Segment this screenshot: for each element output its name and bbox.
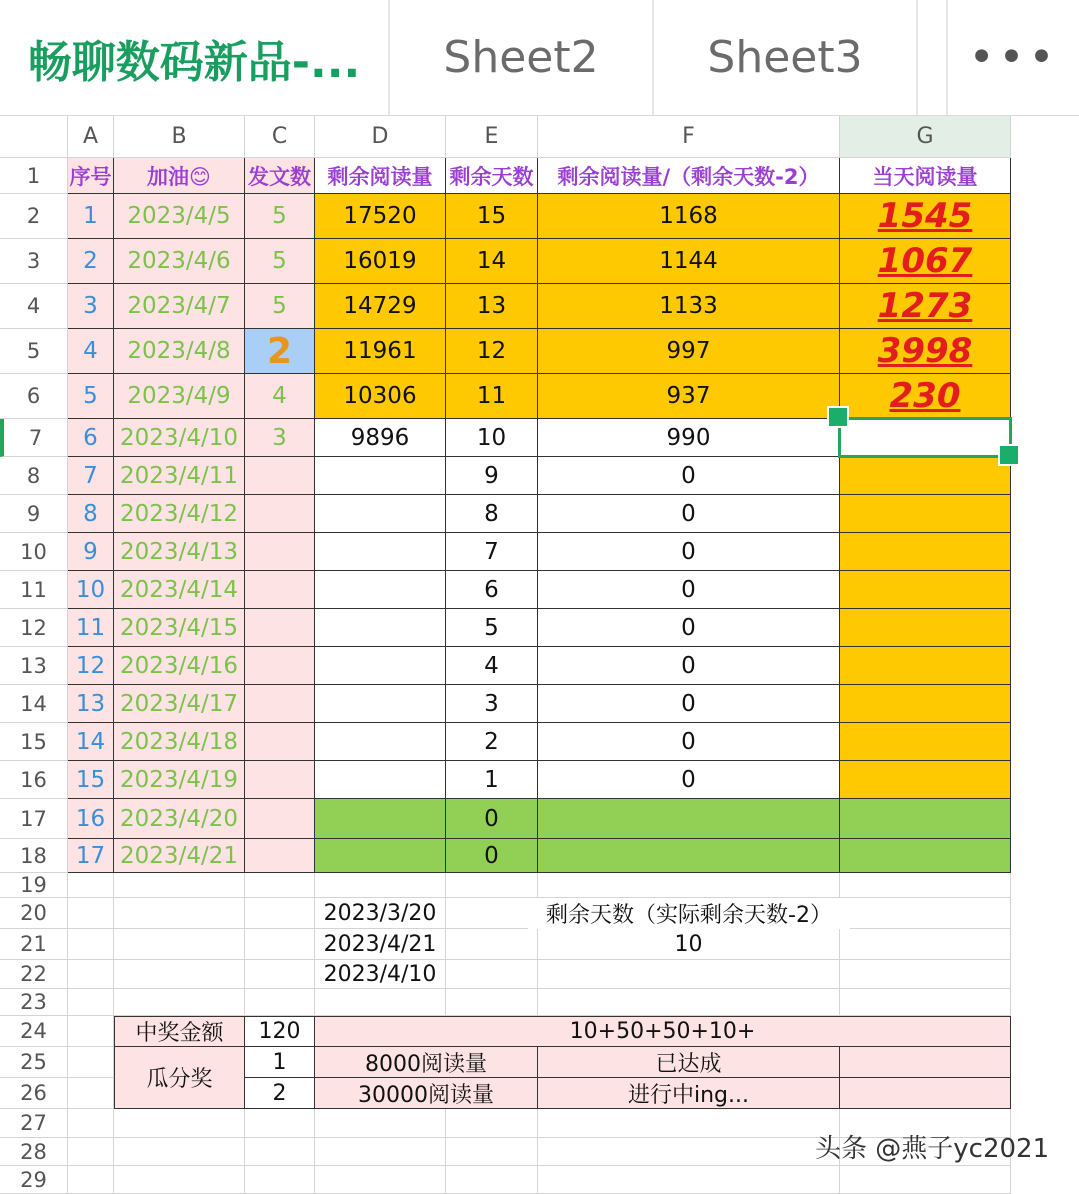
cell-a24[interactable]: [68, 1016, 114, 1047]
cell-a20[interactable]: [68, 898, 114, 929]
row-header-10[interactable]: 10: [0, 533, 68, 571]
cell-b20[interactable]: [114, 898, 245, 929]
cell-c23[interactable]: [245, 989, 315, 1016]
cell-d3[interactable]: 16019: [315, 239, 446, 284]
cell-e3[interactable]: 14: [446, 239, 538, 284]
cell-g22[interactable]: [840, 960, 1011, 989]
row-header-24[interactable]: 24: [0, 1016, 68, 1047]
cell-d15[interactable]: [315, 723, 446, 761]
cell-e17[interactable]: 0: [446, 799, 538, 839]
cell-b23[interactable]: [114, 989, 245, 1016]
row-header-7[interactable]: 7: [0, 419, 68, 457]
cell-g2[interactable]: [840, 194, 1011, 239]
cell-c10[interactable]: [245, 533, 315, 571]
cell-g5[interactable]: [840, 329, 1011, 374]
cell-f27[interactable]: [538, 1109, 840, 1138]
cell-a28[interactable]: [68, 1138, 114, 1166]
row-header-5[interactable]: 5: [0, 329, 68, 374]
cell-f7[interactable]: 990: [538, 419, 840, 457]
cell-c20[interactable]: [245, 898, 315, 929]
cell-c2[interactable]: 5: [245, 194, 315, 239]
cell-b29[interactable]: [114, 1166, 245, 1194]
cell-e13[interactable]: 4: [446, 647, 538, 685]
cell-b11[interactable]: 2023/4/14: [114, 571, 245, 609]
cell-g18[interactable]: [840, 839, 1011, 873]
select-all-corner[interactable]: [0, 116, 68, 158]
cell-a8[interactable]: 7: [68, 457, 114, 495]
cell-f17[interactable]: [538, 799, 840, 839]
header-c[interactable]: 发文数: [245, 158, 315, 194]
cell-c19[interactable]: [245, 873, 315, 898]
cell-b13[interactable]: 2023/4/16: [114, 647, 245, 685]
cell-f19[interactable]: [538, 873, 840, 898]
cell-d28[interactable]: [315, 1138, 446, 1166]
row-header-4[interactable]: 4: [0, 284, 68, 329]
row-header-8[interactable]: 8: [0, 457, 68, 495]
cell-f15[interactable]: 0: [538, 723, 840, 761]
cell-d19[interactable]: [315, 873, 446, 898]
cell-e27[interactable]: [446, 1109, 538, 1138]
cell-f16[interactable]: 0: [538, 761, 840, 799]
cell-a19[interactable]: [68, 873, 114, 898]
cell-g29[interactable]: [840, 1166, 1011, 1194]
watermark: 头条 @燕子yc2021: [815, 1134, 1050, 1164]
tab-sheet1[interactable]: 畅聊数码新品-...: [0, 0, 390, 115]
cell-e21[interactable]: [446, 929, 538, 960]
cell-a7[interactable]: 6: [68, 419, 114, 457]
selection-box: [838, 417, 1012, 458]
cell-f4[interactable]: 1133: [538, 284, 840, 329]
cell-g16[interactable]: [840, 761, 1011, 799]
cell-b12[interactable]: 2023/4/15: [114, 609, 245, 647]
cell-g12[interactable]: [840, 609, 1011, 647]
cell-a14[interactable]: 13: [68, 685, 114, 723]
cell-d8[interactable]: [315, 457, 446, 495]
cell-g6-value: 230: [889, 376, 961, 416]
cell-c26[interactable]: 2: [245, 1078, 315, 1109]
cell-e5[interactable]: 12: [446, 329, 538, 374]
cell-g4-value: 1273: [877, 286, 973, 326]
row-header-14[interactable]: 14: [0, 685, 68, 723]
row-header-28[interactable]: 28: [0, 1138, 68, 1166]
cell-e14[interactable]: 3: [446, 685, 538, 723]
cell-a3[interactable]: 2: [68, 239, 114, 284]
cell-b28[interactable]: [114, 1138, 245, 1166]
cell-a15[interactable]: 14: [68, 723, 114, 761]
row-header-29[interactable]: 29: [0, 1166, 68, 1194]
cell-d4[interactable]: 14729: [315, 284, 446, 329]
cell-f26[interactable]: 进行中ing...: [538, 1078, 840, 1109]
cell-e16[interactable]: 1: [446, 761, 538, 799]
cell-g15[interactable]: [840, 723, 1011, 761]
row-header-3[interactable]: 3: [0, 239, 68, 284]
selection-handle-bottom-right[interactable]: [998, 444, 1020, 466]
cell-e6[interactable]: 11: [446, 374, 538, 419]
cell-d20[interactable]: 2023/3/20: [315, 898, 446, 929]
cell-e7[interactable]: 10: [446, 419, 538, 457]
cell-a10[interactable]: 9: [68, 533, 114, 571]
cell-b14[interactable]: 2023/4/17: [114, 685, 245, 723]
cell-a18[interactable]: 17: [68, 839, 114, 873]
cell-a11[interactable]: 10: [68, 571, 114, 609]
cell-b3[interactable]: 2023/4/6: [114, 239, 245, 284]
cell-a2[interactable]: 1: [68, 194, 114, 239]
cell-d2[interactable]: 17520: [315, 194, 446, 239]
cell-f12[interactable]: 0: [538, 609, 840, 647]
spreadsheet-grid[interactable]: [0, 116, 1079, 1192]
cell-e11[interactable]: 6: [446, 571, 538, 609]
cell-b17[interactable]: 2023/4/20: [114, 799, 245, 839]
cell-f21[interactable]: 10: [538, 929, 840, 960]
cell-b8[interactable]: 2023/4/11: [114, 457, 245, 495]
cell-g13[interactable]: [840, 647, 1011, 685]
more-options-icon[interactable]: •••: [946, 0, 1079, 115]
cell-d14[interactable]: [315, 685, 446, 723]
row-header-19[interactable]: 19: [0, 873, 68, 898]
cell-c15[interactable]: [245, 723, 315, 761]
cell-f6[interactable]: 937: [538, 374, 840, 419]
cell-g23[interactable]: [840, 989, 1011, 1016]
cell-c27[interactable]: [245, 1109, 315, 1138]
cell-d27[interactable]: [315, 1109, 446, 1138]
header-b[interactable]: 加油😊: [114, 158, 245, 194]
cell-g6[interactable]: [840, 374, 1011, 419]
cell-d23[interactable]: [315, 989, 446, 1016]
cell-f22[interactable]: [538, 960, 840, 989]
cell-a17[interactable]: 16: [68, 799, 114, 839]
header-g[interactable]: 当天阅读量: [840, 158, 1011, 194]
cell-b6[interactable]: 2023/4/9: [114, 374, 245, 419]
cell-b24[interactable]: 中奖金额: [114, 1016, 245, 1047]
cell-d9[interactable]: [315, 495, 446, 533]
cell-g3-value: 1067: [877, 241, 973, 281]
cell-f13[interactable]: 0: [538, 647, 840, 685]
cell-a5[interactable]: 4: [68, 329, 114, 374]
cell-c7[interactable]: 3: [245, 419, 315, 457]
header-f[interactable]: 剩余阅读量/（剩余天数-2）: [538, 158, 840, 194]
cell-c11[interactable]: [245, 571, 315, 609]
row-header-26[interactable]: 26: [0, 1078, 68, 1109]
cell-e18[interactable]: 0: [446, 839, 538, 873]
cell-g5-value: 3998: [877, 331, 973, 371]
cell-g8[interactable]: [840, 457, 1011, 495]
cell-d25[interactable]: 8000阅读量: [315, 1047, 538, 1078]
cell-d22[interactable]: 2023/4/10: [315, 960, 446, 989]
cell-a9[interactable]: 8: [68, 495, 114, 533]
cell-d24[interactable]: 10+50+50+10+: [315, 1016, 1011, 1047]
row-header-1[interactable]: 1: [0, 158, 68, 194]
cell-d29[interactable]: [315, 1166, 446, 1194]
cell-a25[interactable]: [68, 1047, 114, 1078]
cell-e12[interactable]: 5: [446, 609, 538, 647]
tab-sheet3[interactable]: Sheet3: [654, 0, 918, 115]
column-header-f[interactable]: F: [538, 116, 840, 158]
cell-g4[interactable]: [840, 284, 1011, 329]
cell-b4[interactable]: 2023/4/7: [114, 284, 245, 329]
cell-a22[interactable]: [68, 960, 114, 989]
row-header-17[interactable]: 17: [0, 799, 68, 839]
cell-d17[interactable]: [315, 799, 446, 839]
row-header-9[interactable]: 9: [0, 495, 68, 533]
cell-c9[interactable]: [245, 495, 315, 533]
column-header-d[interactable]: D: [315, 116, 446, 158]
row-header-6[interactable]: 6: [0, 374, 68, 419]
cell-b2[interactable]: 2023/4/5: [114, 194, 245, 239]
cell-c16[interactable]: [245, 761, 315, 799]
cell-g17[interactable]: [840, 799, 1011, 839]
cell-c28[interactable]: [245, 1138, 315, 1166]
cell-d7[interactable]: 9896: [315, 419, 446, 457]
cell-c5[interactable]: 2: [245, 329, 315, 374]
cell-g14[interactable]: [840, 685, 1011, 723]
column-header-g[interactable]: G: [840, 116, 1011, 158]
column-header-e[interactable]: E: [446, 116, 538, 158]
header-d[interactable]: 剩余阅读量: [315, 158, 446, 194]
cell-g11[interactable]: [840, 571, 1011, 609]
cell-c3[interactable]: 5: [245, 239, 315, 284]
cell-e2[interactable]: 15: [446, 194, 538, 239]
cell-b21[interactable]: [114, 929, 245, 960]
cell-f23[interactable]: [538, 989, 840, 1016]
cell-g21[interactable]: [840, 929, 1011, 960]
cell-g9[interactable]: [840, 495, 1011, 533]
row-header-18[interactable]: 18: [0, 839, 68, 873]
cell-d12[interactable]: [315, 609, 446, 647]
cell-f20[interactable]: 剩余天数（实际剩余天数-2）: [528, 898, 850, 929]
row-header-16[interactable]: 16: [0, 761, 68, 799]
cell-d26[interactable]: 30000阅读量: [315, 1078, 538, 1109]
cell-c4[interactable]: 5: [245, 284, 315, 329]
cell-c24[interactable]: 120: [245, 1016, 315, 1047]
cell-f11[interactable]: 0: [538, 571, 840, 609]
cell-f28[interactable]: [538, 1138, 840, 1166]
cell-c12[interactable]: [245, 609, 315, 647]
cell-f29[interactable]: [538, 1166, 840, 1194]
cell-g2-value: 1545: [877, 196, 973, 236]
cell-g26[interactable]: [840, 1078, 1011, 1109]
row-header-21[interactable]: 21: [0, 929, 68, 960]
column-header-a[interactable]: A: [68, 116, 114, 158]
cell-a21[interactable]: [68, 929, 114, 960]
selection-handle-top-left[interactable]: [827, 406, 849, 428]
cell-d10[interactable]: [315, 533, 446, 571]
row-header-25[interactable]: 25: [0, 1047, 68, 1078]
cell-b27[interactable]: [114, 1109, 245, 1138]
cell-f25[interactable]: 已达成: [538, 1047, 840, 1078]
cell-c14[interactable]: [245, 685, 315, 723]
row-header-15[interactable]: 15: [0, 723, 68, 761]
cell-a27[interactable]: [68, 1109, 114, 1138]
cell-f9[interactable]: 0: [538, 495, 840, 533]
cell-e20[interactable]: [446, 898, 538, 929]
cell-d18[interactable]: [315, 839, 446, 873]
cell-a29[interactable]: [68, 1166, 114, 1194]
cell-d21[interactable]: 2023/4/21: [315, 929, 446, 960]
cell-e23[interactable]: [446, 989, 538, 1016]
cell-a26[interactable]: [68, 1078, 114, 1109]
cell-g10[interactable]: [840, 533, 1011, 571]
cell-a13[interactable]: 12: [68, 647, 114, 685]
row-header-23[interactable]: 23: [0, 989, 68, 1016]
cell-b19[interactable]: [114, 873, 245, 898]
cell-d16[interactable]: [315, 761, 446, 799]
cell-g25[interactable]: [840, 1047, 1011, 1078]
cell-b10[interactable]: 2023/4/13: [114, 533, 245, 571]
cell-a4[interactable]: 3: [68, 284, 114, 329]
cell-f5[interactable]: 997: [538, 329, 840, 374]
cell-b5[interactable]: 2023/4/8: [114, 329, 245, 374]
cell-c18[interactable]: [245, 839, 315, 873]
sheet-tab-bar: [0, 0, 1079, 116]
cell-g19[interactable]: [840, 873, 1011, 898]
cell-f18[interactable]: [538, 839, 840, 873]
cell-c21[interactable]: [245, 929, 315, 960]
cell-a16[interactable]: 15: [68, 761, 114, 799]
column-header-c[interactable]: C: [245, 116, 315, 158]
header-e[interactable]: 剩余天数: [446, 158, 538, 194]
cell-d11[interactable]: [315, 571, 446, 609]
cell-b7[interactable]: 2023/4/10: [114, 419, 245, 457]
row-header-20[interactable]: 20: [0, 898, 68, 929]
cell-b9[interactable]: 2023/4/12: [114, 495, 245, 533]
header-a[interactable]: 序号: [68, 158, 114, 194]
cell-c8[interactable]: [245, 457, 315, 495]
cell-e10[interactable]: 7: [446, 533, 538, 571]
row-header-22[interactable]: 22: [0, 960, 68, 989]
row-header-12[interactable]: 12: [0, 609, 68, 647]
cell-g3[interactable]: [840, 239, 1011, 284]
cell-g20[interactable]: [840, 898, 1011, 929]
cell-d13[interactable]: [315, 647, 446, 685]
cell-d6[interactable]: 10306: [315, 374, 446, 419]
cell-b25[interactable]: 瓜分奖: [114, 1047, 245, 1109]
cell-e28[interactable]: [446, 1138, 538, 1166]
cell-a23[interactable]: [68, 989, 114, 1016]
cell-c29[interactable]: [245, 1166, 315, 1194]
cell-a12[interactable]: 11: [68, 609, 114, 647]
cell-f14[interactable]: 0: [538, 685, 840, 723]
cell-e4[interactable]: 13: [446, 284, 538, 329]
row-header-11[interactable]: 11: [0, 571, 68, 609]
cell-c13[interactable]: [245, 647, 315, 685]
cell-b18[interactable]: 2023/4/21: [114, 839, 245, 873]
row-header-13[interactable]: 13: [0, 647, 68, 685]
cell-e29[interactable]: [446, 1166, 538, 1194]
cell-c6[interactable]: 4: [245, 374, 315, 419]
cell-e19[interactable]: [446, 873, 538, 898]
cell-c25[interactable]: 1: [245, 1047, 315, 1078]
cell-a6[interactable]: 5: [68, 374, 114, 419]
cell-e8[interactable]: 9: [446, 457, 538, 495]
row-header-27[interactable]: 27: [0, 1109, 68, 1138]
cell-f10[interactable]: 0: [538, 533, 840, 571]
cell-b16[interactable]: 2023/4/19: [114, 761, 245, 799]
cell-f8[interactable]: 0: [538, 457, 840, 495]
cell-e9[interactable]: 8: [446, 495, 538, 533]
row-header-2[interactable]: 2: [0, 194, 68, 239]
cell-b22[interactable]: [114, 960, 245, 989]
cell-b15[interactable]: 2023/4/18: [114, 723, 245, 761]
cell-c17[interactable]: [245, 799, 315, 839]
cell-e15[interactable]: 2: [446, 723, 538, 761]
cell-e22[interactable]: [446, 960, 538, 989]
column-header-b[interactable]: B: [114, 116, 245, 158]
cell-d5[interactable]: 11961: [315, 329, 446, 374]
cell-c22[interactable]: [245, 960, 315, 989]
cell-f3[interactable]: 1144: [538, 239, 840, 284]
tab-sheet2[interactable]: Sheet2: [390, 0, 654, 115]
cell-f2[interactable]: 1168: [538, 194, 840, 239]
